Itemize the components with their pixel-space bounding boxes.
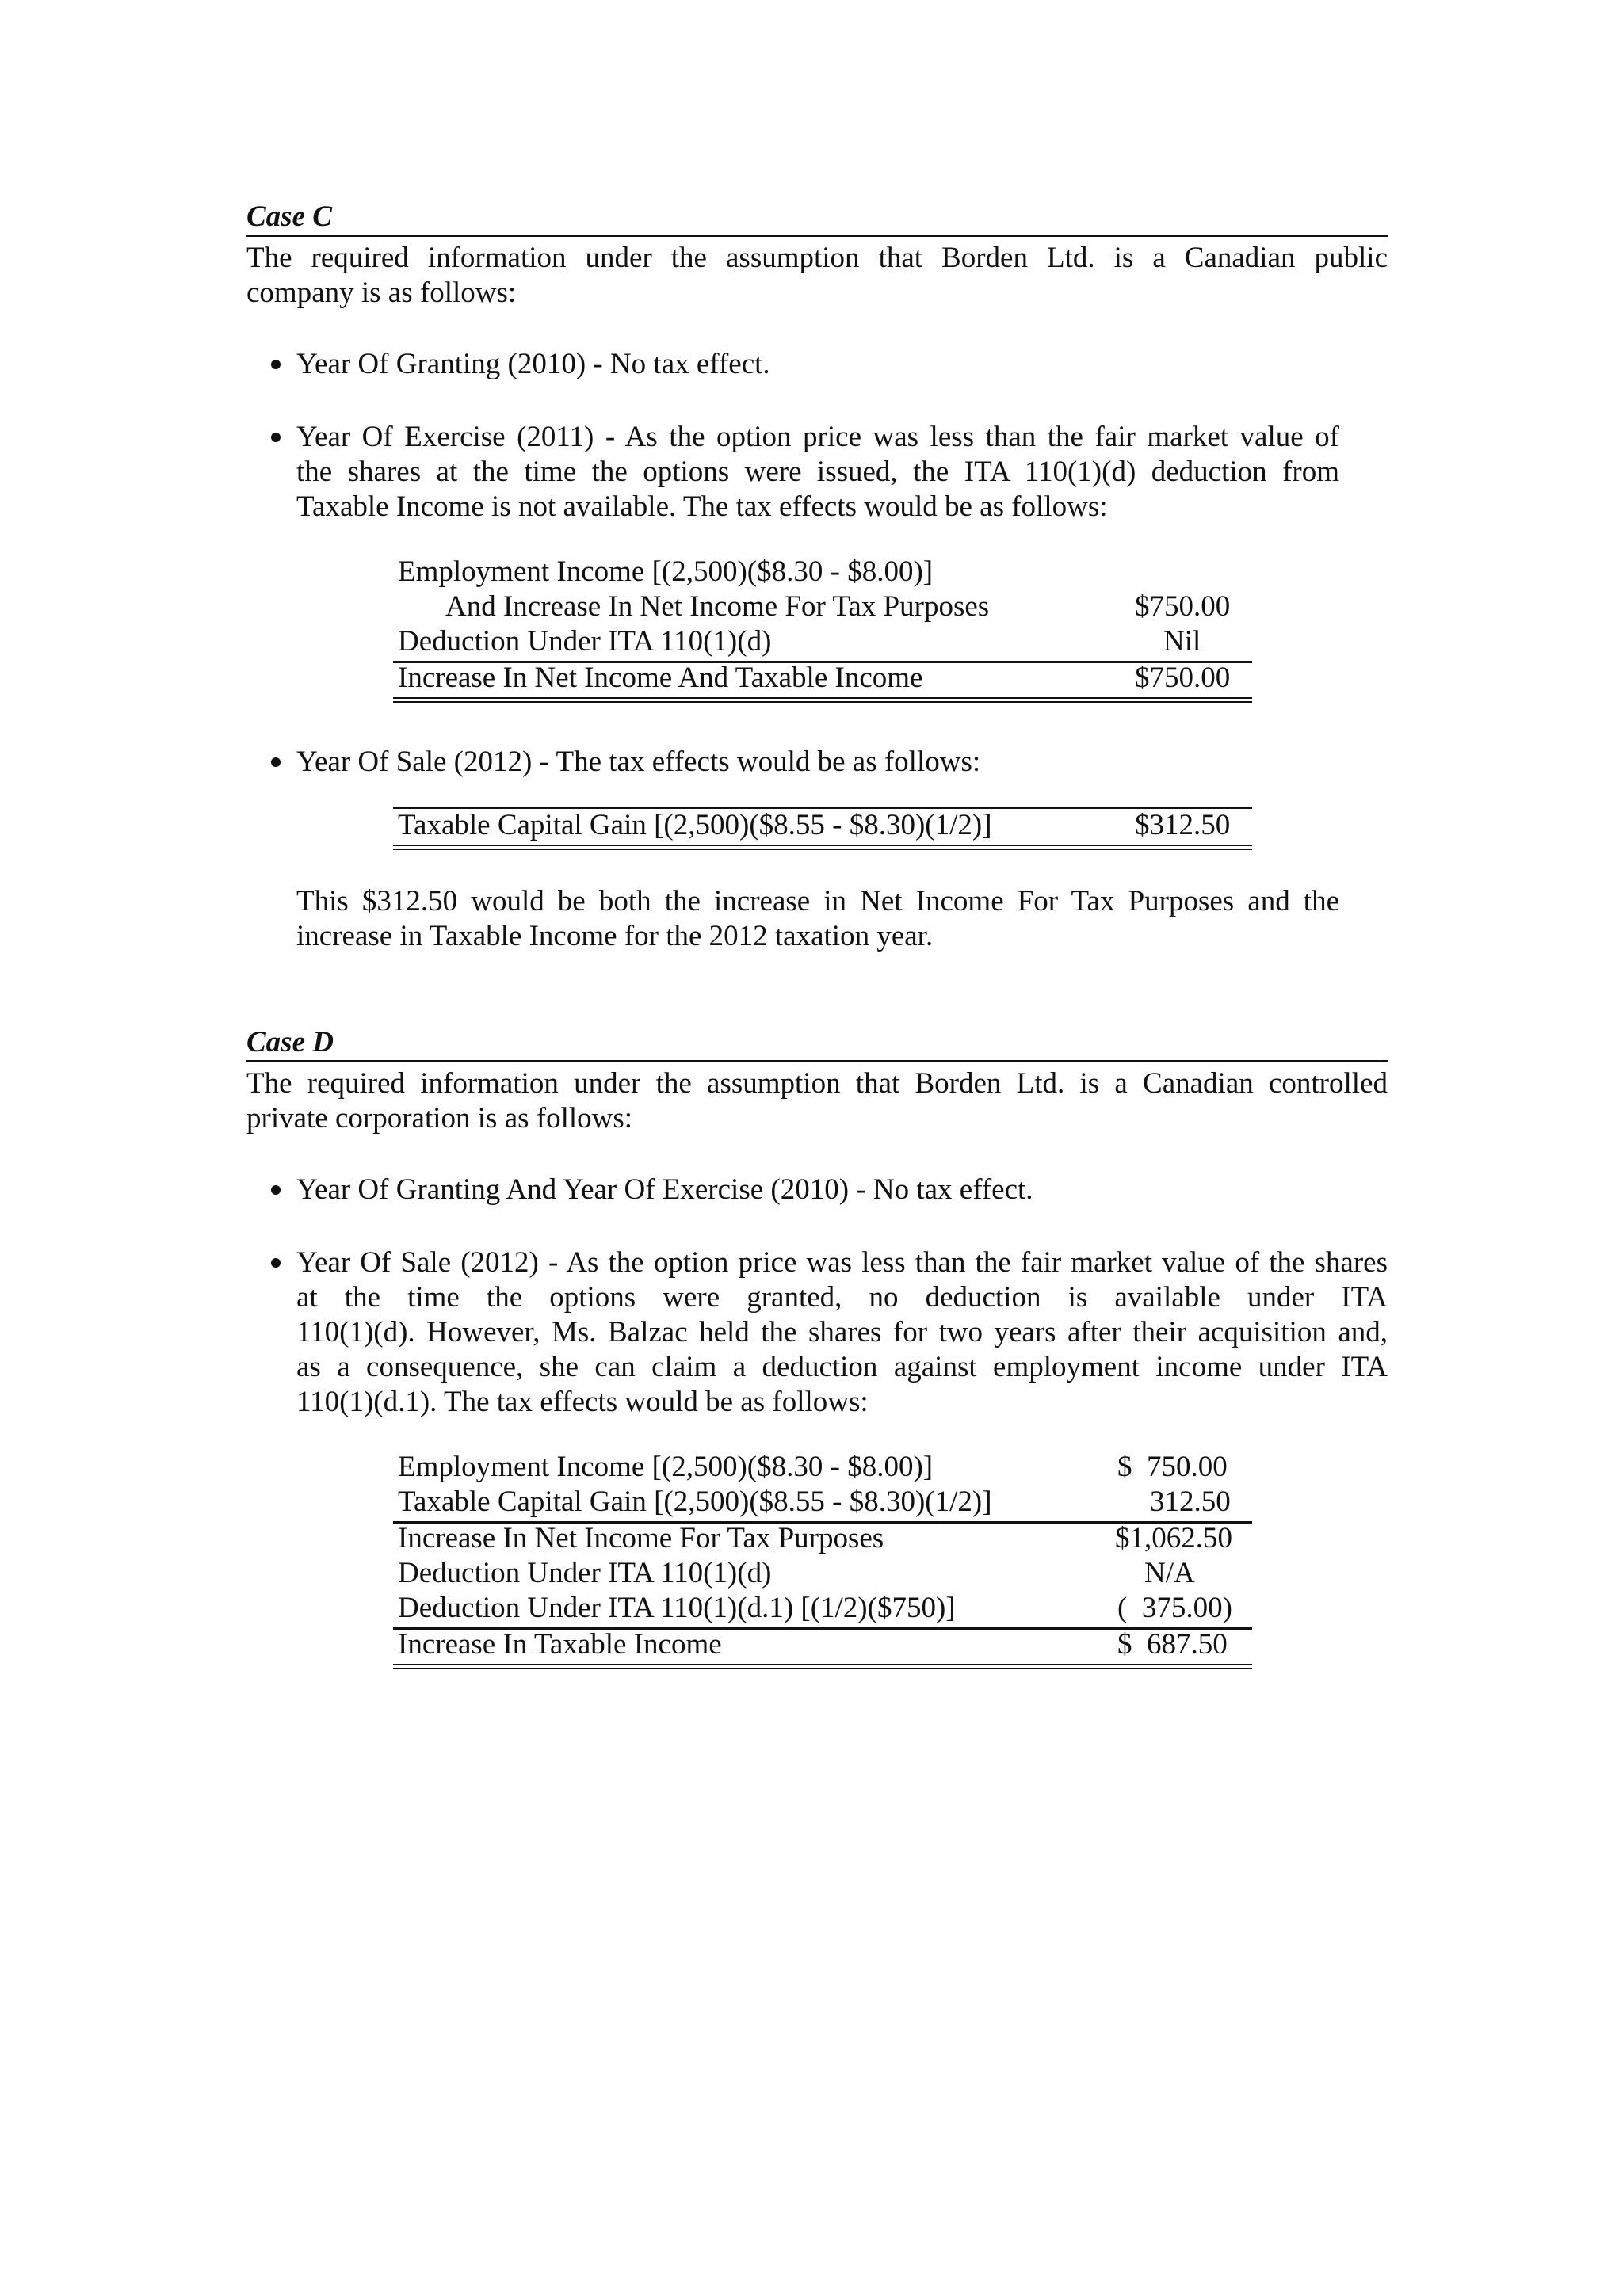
case-d-bullet-sale-line1: Year Of Sale (2012) - As the option price was less than the fair market value of the shares	[296, 1246, 1388, 1279]
row-label: Taxable Capital Gain [(2,500)($8.55 - $8.30)(1/2)]	[398, 1486, 992, 1518]
row-label: Increase In Taxable Income	[398, 1628, 722, 1661]
table-double-rule	[393, 1664, 1252, 1669]
row-value: ( 375.00)	[1117, 1592, 1232, 1624]
row-label: Deduction Under ITA 110(1)(d)	[398, 625, 772, 658]
row-value: $750.00	[1135, 662, 1231, 694]
row-label: Increase In Net Income And Taxable Income	[398, 662, 923, 694]
case-c-note-line1: This $312.50 would be both the increase in Net Income For Tax Purposes and the	[296, 885, 1339, 917]
case-d-intro-line2: private corporation is as follows:	[246, 1102, 633, 1135]
case-c-note-line2: increase in Taxable Income for the 2012 taxation year.	[296, 920, 934, 952]
table-row	[393, 624, 1252, 659]
case-c-bullet-granting: Year Of Granting (2010) - No tax effect.	[296, 348, 770, 380]
row-value: $ 687.50	[1117, 1628, 1228, 1661]
table-row	[393, 1556, 1252, 1591]
case-d-bullet-sale-line2: at the time the options were granted, no deduction is available under ITA	[296, 1281, 1388, 1314]
bullet-icon	[271, 1185, 281, 1195]
bullet-icon	[271, 1258, 281, 1268]
case-d-bullet-sale-line4: as a consequence, she can claim a deduction against employment income under ITA	[296, 1351, 1388, 1383]
bullet-icon	[271, 360, 281, 369]
case-c-bullet-sale: Year Of Sale (2012) - The tax effects would be as follows:	[296, 746, 981, 778]
table-row	[393, 589, 1252, 624]
table-row	[393, 661, 1252, 696]
table-row	[393, 1450, 1252, 1485]
bullet-icon	[271, 757, 281, 767]
row-value: Nil	[1163, 625, 1201, 658]
table-row	[393, 555, 1252, 589]
row-value: $1,062.50	[1115, 1522, 1232, 1554]
bullet-icon	[271, 433, 281, 442]
table-row	[393, 1485, 1252, 1520]
case-d-bullet-sale-line5: 110(1)(d.1). The tax effects would be as follows:	[296, 1386, 869, 1418]
case-c-bullet-exercise-line2: the shares at the time the options were issued, the ITA 110(1)(d) deduction from	[296, 456, 1339, 488]
row-label: Employment Income [(2,500)($8.30 - $8.00)]	[398, 555, 934, 588]
case-c-intro-line1: The required information under the assumption that Borden Ltd. is a Canadian public	[246, 242, 1388, 274]
row-label: Employment Income [(2,500)($8.30 - $8.00)]	[398, 1451, 934, 1483]
row-label: And Increase In Net Income For Tax Purposes	[445, 590, 990, 623]
row-value: 312.50	[1150, 1486, 1231, 1518]
case-c-bullet-exercise-line3: Taxable Income is not available. The tax effects would be as follows:	[296, 490, 1108, 523]
row-label: Taxable Capital Gain [(2,500)($8.55 - $8.30)(1/2)]	[398, 809, 992, 841]
table-double-rule	[393, 845, 1252, 850]
row-label: Deduction Under ITA 110(1)(d)	[398, 1557, 772, 1589]
row-label: Increase In Net Income For Tax Purposes	[398, 1522, 884, 1554]
case-c-intro-line2: company is as follows:	[246, 277, 517, 309]
case-d-bullet-sale-line3: 110(1)(d). However, Ms. Balzac held the shares for two years after their acquisition and,	[296, 1316, 1388, 1348]
case-d-bullet-granting: Year Of Granting And Year Of Exercise (2010) - No tax effect.	[296, 1173, 1033, 1206]
row-label: Deduction Under ITA 110(1)(d.1) [(1/2)($750)]	[398, 1592, 956, 1624]
case-d-intro-line1: The required information under the assumption that Borden Ltd. is a Canadian controlled	[246, 1067, 1388, 1100]
table-double-rule	[393, 697, 1252, 703]
table-row	[393, 1591, 1252, 1626]
row-value: $312.50	[1135, 809, 1231, 841]
table-row	[393, 1627, 1252, 1662]
row-value: N/A	[1144, 1557, 1195, 1589]
case-d-heading: Case D	[246, 1025, 1388, 1062]
row-value: $750.00	[1135, 590, 1231, 623]
case-c-heading: Case C	[246, 200, 1388, 237]
case-c-bullet-exercise-line1: Year Of Exercise (2011) - As the option price was less than the fair market value of	[296, 421, 1339, 453]
table-row	[393, 1521, 1252, 1556]
row-value: $ 750.00	[1117, 1451, 1228, 1483]
table-row	[393, 808, 1252, 843]
